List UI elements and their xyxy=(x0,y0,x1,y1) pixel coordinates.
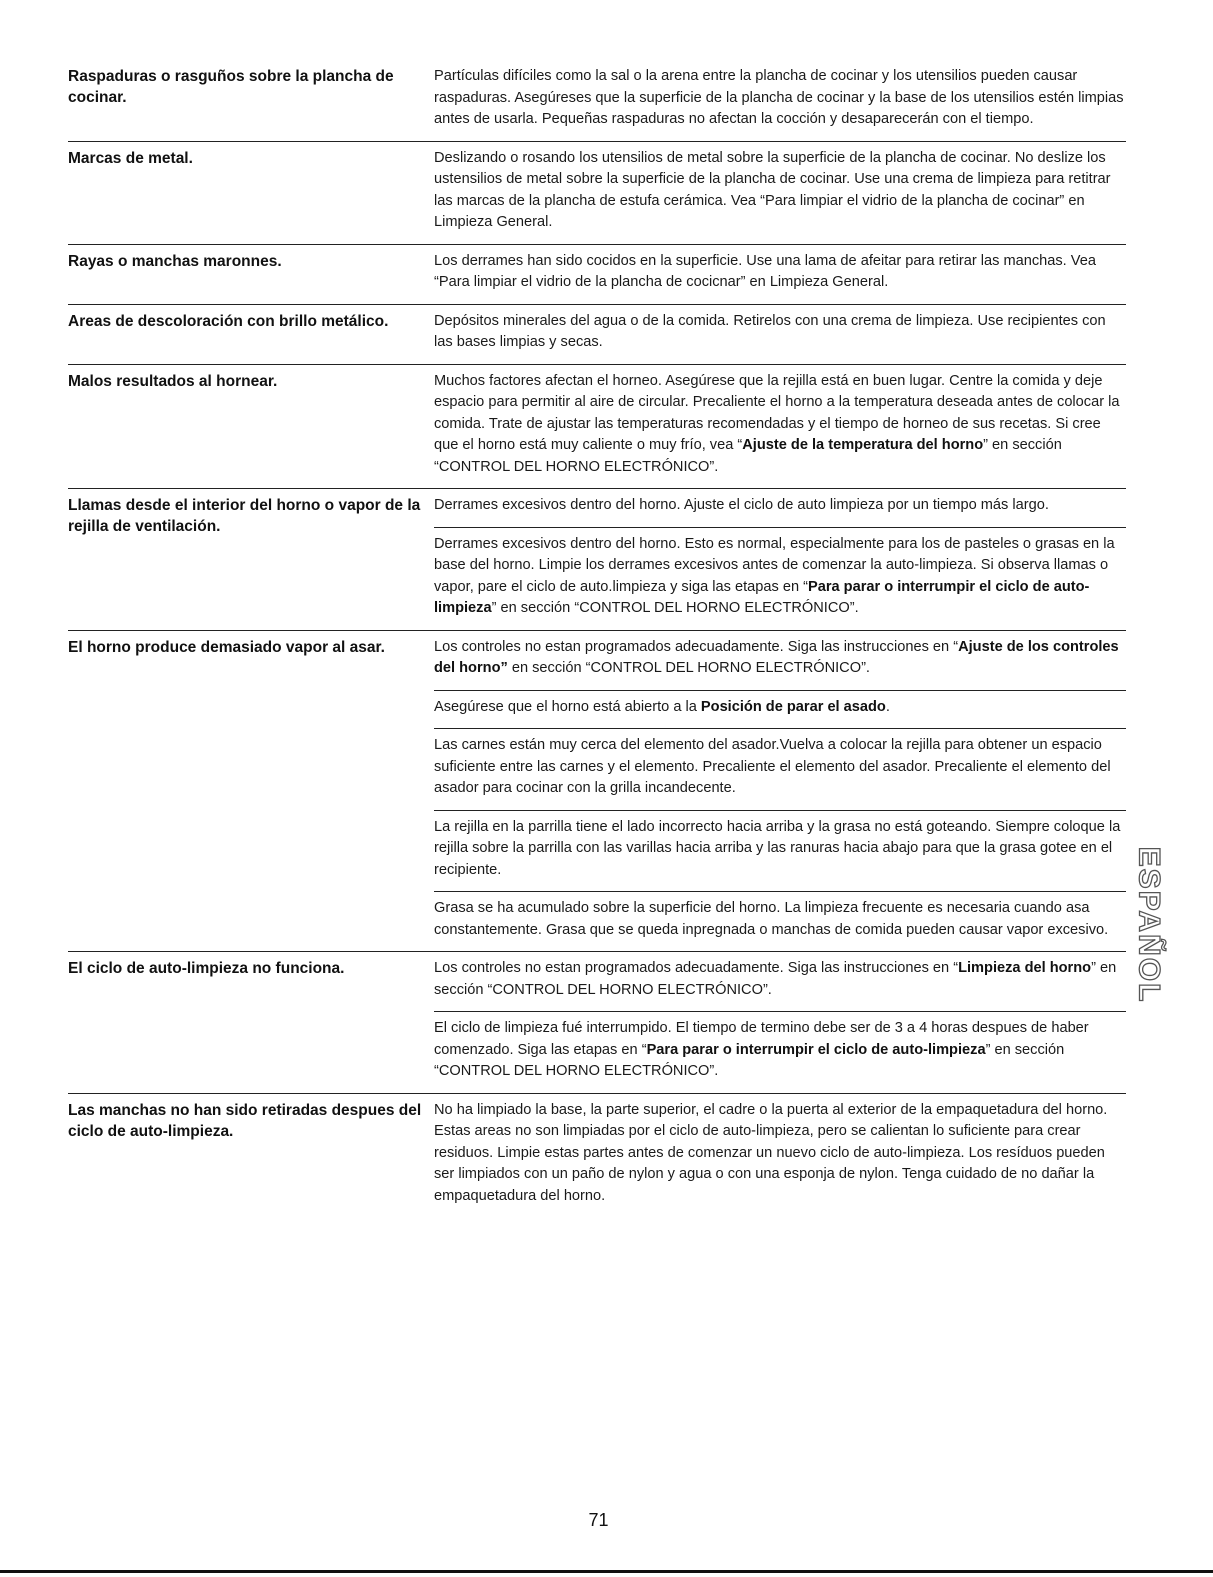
text-segment: Grasa se ha acumulado sobre la superficie del horno. La limpieza frecuente es necesaria cuando asa constantemente. Grasa que se queda inpregnada o manchas de comida pueden causar vapor excesivo. xyxy=(434,900,1109,938)
causes-cell xyxy=(434,631,1126,952)
problem-label: Las manchas no han sido retiradas despues del ciclo de auto-limpieza. xyxy=(68,1101,422,1140)
bold-reference: Para parar o interrumpir el ciclo de auto-limpieza xyxy=(646,1041,986,1058)
table-row xyxy=(68,1094,1126,1218)
text-segment: Muchos factores afectan el horneo. Asegúrese que la rejilla está en buen lugar. Centre la comida y deje espacio para permitir al aire de circular. Precaliente el horno a la temperatura deseada antes de colocar la comida. Trate de ajustar las temperaturas recomendadas y el tiempo de horneo de sus recetas. Si cree que el horno está muy caliente o muy frío, vea “ xyxy=(434,372,1120,453)
cause-solution-text xyxy=(434,810,1126,892)
table-row xyxy=(68,365,1126,490)
bottom-rule xyxy=(0,1570,1213,1573)
causes-cell xyxy=(434,245,1126,304)
text-segment: Partículas difíciles como la sal o la arena entre la plancha de cocinar y los utensilios pueden causar raspaduras. Asegúreses que la superficie de la plancha de cocinar y la base de los utensilios estén limpias antes de usarla. Pequeñas raspaduras no afectan la cocción y desaparecerán con el tiempo. xyxy=(434,68,1124,127)
cause-solution-text xyxy=(434,631,1126,690)
bold-reference: Ajuste de los controles del horno” xyxy=(434,638,1119,676)
problem-label: Malos resultados al hornear. xyxy=(68,372,278,390)
text-segment: ” en sección “CONTROL DEL HORNO ELECTRÓNICO”. xyxy=(434,960,1117,998)
text-segment: Los controles no estan programados adecuadamente. Siga las instrucciones en “ xyxy=(434,960,959,976)
causes-cell xyxy=(434,365,1126,489)
page-number: 71 xyxy=(588,1510,609,1530)
bold-reference: Limpieza del horno xyxy=(958,960,1092,976)
table-row xyxy=(68,305,1126,365)
text-segment: Asegúrese que el horno está abierto a la xyxy=(434,698,701,715)
text-segment: Depósitos minerales del agua o de la comida. Retirelos con una crema de limpieza. Use recipientes con las bases limpias y secas. xyxy=(434,312,1106,350)
bold-reference: Posición de parar el asado xyxy=(700,698,886,715)
causes-cell xyxy=(434,305,1126,364)
table-row xyxy=(68,60,1126,142)
language-label: ESPAÑOL xyxy=(1132,846,1166,1004)
causes-cell xyxy=(434,60,1126,141)
cause-solution-text xyxy=(434,245,1126,304)
causes-cell xyxy=(434,952,1126,1093)
cause-solution-text xyxy=(434,1094,1126,1218)
text-segment: ” en sección “CONTROL DEL HORNO ELECTRÓNICO”. xyxy=(434,437,1062,475)
language-side-tab xyxy=(1126,846,1170,1004)
text-segment: Derrames excesivos dentro del horno. Ajuste el ciclo de auto limpieza por un tiempo más largo. xyxy=(434,497,1049,513)
text-segment: La rejilla en la parrilla tiene el lado incorrecto hacia arriba y la grasa no está goteando. Siempre coloque la rejilla sobre la parrilla con las varillas hacia arriba y las ranuras hacia abajo para que la grasa gotee en el recipiente. xyxy=(434,818,1121,878)
text-segment: No ha limpiado la base, la parte superior, el cadre o la puerta al exterior de la empaquetadura del horno. Estas areas no son limpiadas por el ciclo de auto-limpieza, pero se calientan lo suficiente para crear residuos. Limpie estas partes antes de comenzar un nuevo ciclo de auto-limpieza. Los resíduos pueden ser limpiados con un paño de nylon y agua o con una esponja de nylon. Tenga cuidado de no dañar la empaquetadura del horno. xyxy=(434,1101,1108,1204)
text-segment: Los controles no estan programados adecuadamente. Siga las instrucciones en “ xyxy=(434,638,959,655)
table-row xyxy=(68,489,1126,631)
text-segment: Las carnes están muy cerca del elemento del asador.Vuelva a colocar la rejilla para obtener un espacio suficiente entre las carnes y el elemento. Precaliente el elemento del asador. Precaliente el elemento del asador para cocinar con la grilla incandecente. xyxy=(434,737,1111,796)
causes-cell xyxy=(434,489,1126,630)
bold-reference: Ajuste de la temperatura del horno xyxy=(742,437,984,453)
text-segment: Los derrames han sido cocidos en la superficie. Use una lama de afeitar para retirar las manchas. Vea “Para limpiar el vidrio de la plancha de cocicnar” en Limpieza General. xyxy=(434,252,1096,290)
text-segment: . xyxy=(885,698,890,715)
cause-solution-text xyxy=(434,60,1126,141)
cause-solution-text xyxy=(434,728,1126,810)
text-segment: en sección “CONTROL DEL HORNO ELECTRÓNICO”. xyxy=(507,660,870,676)
problem-label: Rayas o manchas maronnes. xyxy=(68,252,282,270)
causes-cell xyxy=(434,142,1126,244)
text-segment: El ciclo de limpieza fué interrumpido. El tiempo de termino debe ser de 3 a 4 horas despues de haber comenzado. Siga las etapas en “ xyxy=(434,1020,1089,1058)
cause-solution-text xyxy=(434,489,1126,527)
cause-solution-text xyxy=(434,527,1126,630)
problem-label: Raspaduras o rasguños sobre la plancha de cocinar. xyxy=(68,68,394,106)
problem-label: Llamas desde el interior del horno o vapor de la rejilla de ventilación. xyxy=(68,497,421,535)
cause-solution-text xyxy=(434,1011,1126,1093)
problem-label: El horno produce demasiado vapor al asar. xyxy=(68,638,385,656)
table-row xyxy=(68,142,1126,245)
cause-solution-text xyxy=(434,142,1126,244)
problem-label: Areas de descoloración con brillo metálico. xyxy=(68,312,389,330)
text-segment: ” en sección “CONTROL DEL HORNO ELECTRÓNICO”. xyxy=(491,600,859,616)
table-row xyxy=(68,245,1126,305)
problem-label: Marcas de metal. xyxy=(68,149,193,167)
causes-cell xyxy=(434,1094,1126,1218)
cause-solution-text xyxy=(434,891,1126,951)
text-segment: Deslizando o rosando los utensilios de metal sobre la superficie de la plancha de cocinar. No deslize los ustensilios de metal sobre la superficie de la plancha de cocinar. Use una crema de limpieza para retitrar las marcas de la plancha de estufa cerámica. Vea “Para limpiar el vidrio de la plancha de cocinar” en Limpieza General. xyxy=(434,149,1111,230)
text-segment: ” en sección “CONTROL DEL HORNO ELECTRÓNICO”. xyxy=(434,1041,1065,1079)
cause-solution-text xyxy=(434,305,1126,364)
cause-solution-text xyxy=(434,690,1126,729)
bold-reference: Para parar o interrumpir el ciclo de auto-limpieza xyxy=(434,578,1090,616)
problem-label: El ciclo de auto-limpieza no funciona. xyxy=(68,960,345,977)
cause-solution-text xyxy=(434,365,1126,489)
cause-solution-text xyxy=(434,952,1126,1011)
text-segment: Derrames excesivos dentro del horno. Esto es normal, especialmente para los de pasteles o grasas en la base del horno. Limpie los derrames excesivos antes de comenzar la auto-limpieza. Si observa llamas o vapor, pare el ciclo de auto.limpieza y siga las etapas en “ xyxy=(434,535,1115,595)
troubleshooting-table xyxy=(68,60,1126,1217)
table-row xyxy=(68,952,1126,1094)
table-row xyxy=(68,631,1126,953)
